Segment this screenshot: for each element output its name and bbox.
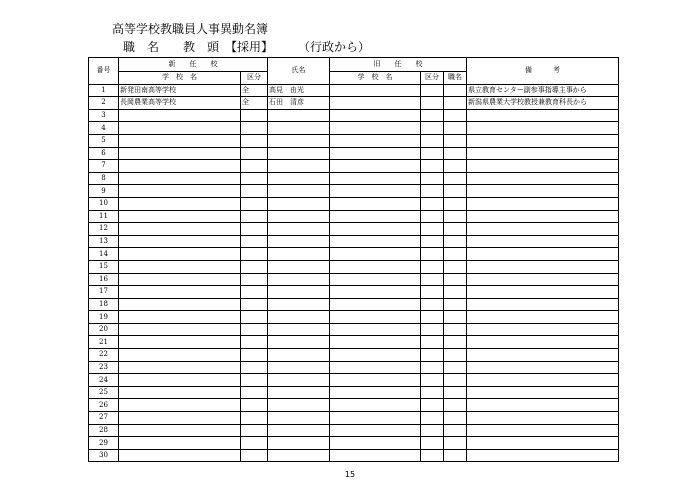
table-row bbox=[89, 273, 619, 286]
remarks-cell bbox=[467, 424, 619, 437]
row-number: 20 bbox=[89, 323, 119, 336]
division-cell bbox=[241, 122, 268, 135]
new-school-cell bbox=[119, 424, 241, 437]
row-number: 9 bbox=[89, 185, 119, 198]
table-row bbox=[89, 147, 619, 160]
header-number: 番号 bbox=[89, 58, 119, 85]
table-row bbox=[89, 424, 619, 437]
row-number: 19 bbox=[89, 311, 119, 324]
old-school-cell bbox=[330, 134, 421, 147]
old-school-cell bbox=[330, 84, 421, 97]
name-cell bbox=[268, 311, 330, 324]
row-number: 6 bbox=[89, 147, 119, 160]
row-number: 26 bbox=[89, 399, 119, 412]
old-division-cell bbox=[421, 336, 444, 349]
division-cell bbox=[241, 412, 268, 425]
row-number: 13 bbox=[89, 235, 119, 248]
new-school-cell bbox=[119, 134, 241, 147]
header-old-school: 旧 任 校 bbox=[330, 58, 467, 72]
new-school-cell bbox=[119, 399, 241, 412]
old-division-cell bbox=[421, 437, 444, 450]
header-name: 氏名 bbox=[268, 58, 330, 85]
division-cell bbox=[241, 260, 268, 273]
table-row bbox=[89, 386, 619, 399]
remarks-cell bbox=[467, 122, 619, 135]
remarks-cell: 新潟県農業大学校教授兼教育科長から bbox=[467, 97, 619, 110]
remarks-cell bbox=[467, 260, 619, 273]
row-number: 21 bbox=[89, 336, 119, 349]
new-school-cell bbox=[119, 311, 241, 324]
row-number: 10 bbox=[89, 197, 119, 210]
remarks-cell bbox=[467, 160, 619, 173]
old-school-cell bbox=[330, 197, 421, 210]
name-cell bbox=[268, 172, 330, 185]
division-cell bbox=[241, 349, 268, 362]
name-cell bbox=[268, 286, 330, 299]
table-row bbox=[89, 349, 619, 362]
division-cell bbox=[241, 109, 268, 122]
remarks-cell bbox=[467, 374, 619, 387]
division-cell bbox=[241, 273, 268, 286]
new-school-cell bbox=[119, 210, 241, 223]
row-number: 23 bbox=[89, 361, 119, 374]
remarks-cell bbox=[467, 349, 619, 362]
remarks-cell: 県立教育センター副参事指導主事から bbox=[467, 84, 619, 97]
remarks-cell bbox=[467, 248, 619, 261]
new-school-cell bbox=[119, 361, 241, 374]
old-school-cell bbox=[330, 122, 421, 135]
name-cell bbox=[268, 248, 330, 261]
name-cell bbox=[268, 336, 330, 349]
table-row bbox=[89, 160, 619, 173]
old-position-cell bbox=[444, 374, 467, 387]
division-cell bbox=[241, 449, 268, 462]
old-position-cell bbox=[444, 147, 467, 160]
division-cell bbox=[241, 399, 268, 412]
old-position-cell bbox=[444, 185, 467, 198]
table-row bbox=[89, 412, 619, 425]
new-school-cell bbox=[119, 374, 241, 387]
new-school-cell: 長岡農業高等学校 bbox=[119, 97, 241, 110]
appointment-origin: （行政から） bbox=[298, 40, 371, 54]
division-cell: 全 bbox=[241, 84, 268, 97]
old-school-cell bbox=[330, 437, 421, 450]
table-row bbox=[89, 235, 619, 248]
header-remarks: 備 考 bbox=[467, 58, 619, 85]
remarks-cell bbox=[467, 223, 619, 236]
table-row bbox=[89, 210, 619, 223]
header-old-position: 職名 bbox=[444, 72, 467, 85]
table-body bbox=[89, 58, 619, 462]
remarks-cell bbox=[467, 399, 619, 412]
new-school-cell bbox=[119, 412, 241, 425]
remarks-cell bbox=[467, 273, 619, 286]
new-school-cell bbox=[119, 449, 241, 462]
name-cell bbox=[268, 109, 330, 122]
division-cell bbox=[241, 286, 268, 299]
division-cell bbox=[241, 361, 268, 374]
row-number: 3 bbox=[89, 109, 119, 122]
name-cell bbox=[268, 160, 330, 173]
row-number: 16 bbox=[89, 273, 119, 286]
old-position-cell bbox=[444, 134, 467, 147]
new-school-cell bbox=[119, 298, 241, 311]
new-school-cell bbox=[119, 336, 241, 349]
remarks-cell bbox=[467, 109, 619, 122]
old-position-cell bbox=[444, 248, 467, 261]
division-cell bbox=[241, 235, 268, 248]
old-school-cell bbox=[330, 349, 421, 362]
name-cell bbox=[268, 412, 330, 425]
table-row bbox=[89, 298, 619, 311]
old-position-cell bbox=[444, 84, 467, 97]
new-school-cell bbox=[119, 349, 241, 362]
remarks-cell bbox=[467, 336, 619, 349]
row-number: 2 bbox=[89, 97, 119, 110]
row-number: 24 bbox=[89, 374, 119, 387]
old-division-cell bbox=[421, 122, 444, 135]
new-school-cell bbox=[119, 122, 241, 135]
row-number: 1 bbox=[89, 84, 119, 97]
table-row bbox=[89, 399, 619, 412]
name-cell: 高見 由光 bbox=[268, 84, 330, 97]
table-row bbox=[89, 248, 619, 261]
header-new-school: 新 任 校 bbox=[119, 58, 268, 72]
name-cell bbox=[268, 223, 330, 236]
table-row bbox=[89, 109, 619, 122]
old-division-cell bbox=[421, 298, 444, 311]
new-school-cell bbox=[119, 147, 241, 160]
old-school-cell bbox=[330, 449, 421, 462]
name-cell bbox=[268, 134, 330, 147]
row-number: 5 bbox=[89, 134, 119, 147]
old-position-cell bbox=[444, 298, 467, 311]
old-school-cell bbox=[330, 361, 421, 374]
old-school-cell bbox=[330, 172, 421, 185]
division-cell bbox=[241, 160, 268, 173]
name-cell bbox=[268, 185, 330, 198]
old-division-cell bbox=[421, 374, 444, 387]
division-cell bbox=[241, 386, 268, 399]
name-cell bbox=[268, 386, 330, 399]
table-row bbox=[89, 197, 619, 210]
name-cell bbox=[268, 374, 330, 387]
row-number: 22 bbox=[89, 349, 119, 362]
division-cell bbox=[241, 311, 268, 324]
table-row bbox=[89, 323, 619, 336]
table-row bbox=[89, 449, 619, 462]
old-school-cell bbox=[330, 223, 421, 236]
name-cell bbox=[268, 298, 330, 311]
remarks-cell bbox=[467, 235, 619, 248]
division-cell bbox=[241, 185, 268, 198]
division-cell: 全 bbox=[241, 97, 268, 110]
table-row bbox=[89, 361, 619, 374]
name-cell bbox=[268, 235, 330, 248]
row-number: 29 bbox=[89, 437, 119, 450]
row-number: 28 bbox=[89, 424, 119, 437]
remarks-cell bbox=[467, 172, 619, 185]
row-number: 17 bbox=[89, 286, 119, 299]
division-cell bbox=[241, 134, 268, 147]
row-number: 7 bbox=[89, 160, 119, 173]
name-cell bbox=[268, 197, 330, 210]
old-school-cell bbox=[330, 109, 421, 122]
old-division-cell bbox=[421, 172, 444, 185]
old-school-cell bbox=[330, 374, 421, 387]
old-position-cell bbox=[444, 323, 467, 336]
old-school-cell bbox=[330, 412, 421, 425]
old-division-cell bbox=[421, 210, 444, 223]
row-number: 27 bbox=[89, 412, 119, 425]
old-division-cell bbox=[421, 185, 444, 198]
remarks-cell bbox=[467, 286, 619, 299]
name-cell bbox=[268, 437, 330, 450]
name-cell bbox=[268, 424, 330, 437]
old-division-cell bbox=[421, 109, 444, 122]
division-cell bbox=[241, 298, 268, 311]
row-number: 8 bbox=[89, 172, 119, 185]
old-school-cell bbox=[330, 235, 421, 248]
old-position-cell bbox=[444, 286, 467, 299]
old-school-cell bbox=[330, 286, 421, 299]
old-school-cell bbox=[330, 298, 421, 311]
old-school-cell bbox=[330, 424, 421, 437]
row-number: 18 bbox=[89, 298, 119, 311]
header-old-school-name: 学 校 名 bbox=[330, 72, 421, 85]
remarks-cell bbox=[467, 323, 619, 336]
old-position-cell bbox=[444, 109, 467, 122]
old-position-cell bbox=[444, 412, 467, 425]
old-division-cell bbox=[421, 147, 444, 160]
old-division-cell bbox=[421, 399, 444, 412]
new-school-cell bbox=[119, 109, 241, 122]
remarks-cell bbox=[467, 134, 619, 147]
old-school-cell bbox=[330, 260, 421, 273]
old-division-cell bbox=[421, 449, 444, 462]
old-position-cell bbox=[444, 172, 467, 185]
row-number: 25 bbox=[89, 386, 119, 399]
document-title: 高等学校教職員人事異動名簿 bbox=[112, 22, 269, 36]
remarks-cell bbox=[467, 437, 619, 450]
old-position-cell bbox=[444, 449, 467, 462]
new-school-cell bbox=[119, 223, 241, 236]
header-old-division: 区分 bbox=[421, 72, 444, 85]
header-new-division: 区分 bbox=[241, 72, 268, 85]
old-division-cell bbox=[421, 235, 444, 248]
new-school-cell bbox=[119, 286, 241, 299]
new-school-cell bbox=[119, 172, 241, 185]
new-school-cell bbox=[119, 260, 241, 273]
name-cell bbox=[268, 399, 330, 412]
name-cell bbox=[268, 323, 330, 336]
division-cell bbox=[241, 210, 268, 223]
division-cell bbox=[241, 248, 268, 261]
old-division-cell bbox=[421, 323, 444, 336]
division-cell bbox=[241, 172, 268, 185]
table-row bbox=[89, 223, 619, 236]
old-division-cell bbox=[421, 160, 444, 173]
name-cell bbox=[268, 449, 330, 462]
old-division-cell bbox=[421, 412, 444, 425]
old-school-cell bbox=[330, 147, 421, 160]
remarks-cell bbox=[467, 412, 619, 425]
row-number: 30 bbox=[89, 449, 119, 462]
old-division-cell bbox=[421, 223, 444, 236]
table-row bbox=[89, 311, 619, 324]
remarks-cell bbox=[467, 197, 619, 210]
old-division-cell bbox=[421, 424, 444, 437]
old-position-cell bbox=[444, 197, 467, 210]
old-division-cell bbox=[421, 386, 444, 399]
name-cell bbox=[268, 349, 330, 362]
old-division-cell bbox=[421, 273, 444, 286]
old-school-cell bbox=[330, 386, 421, 399]
table-row bbox=[89, 185, 619, 198]
table-row bbox=[89, 260, 619, 273]
remarks-cell bbox=[467, 210, 619, 223]
name-cell bbox=[268, 147, 330, 160]
old-division-cell bbox=[421, 361, 444, 374]
old-position-cell bbox=[444, 273, 467, 286]
table-row bbox=[89, 374, 619, 387]
old-position-cell bbox=[444, 424, 467, 437]
name-cell bbox=[268, 273, 330, 286]
page-number: 15 bbox=[344, 470, 356, 479]
old-position-cell bbox=[444, 336, 467, 349]
remarks-cell bbox=[467, 449, 619, 462]
table-row bbox=[89, 134, 619, 147]
old-division-cell bbox=[421, 197, 444, 210]
old-position-cell bbox=[444, 97, 467, 110]
name-cell bbox=[268, 122, 330, 135]
old-school-cell bbox=[330, 185, 421, 198]
table-row bbox=[89, 172, 619, 185]
new-school-cell bbox=[119, 273, 241, 286]
old-school-cell bbox=[330, 160, 421, 173]
job-title-label: 職 名 教 頭 bbox=[123, 40, 220, 54]
personnel-register-table bbox=[88, 57, 619, 462]
remarks-cell bbox=[467, 386, 619, 399]
old-position-cell bbox=[444, 160, 467, 173]
new-school-cell bbox=[119, 437, 241, 450]
table-row bbox=[89, 336, 619, 349]
table-row bbox=[89, 286, 619, 299]
table-row bbox=[89, 84, 619, 97]
division-cell bbox=[241, 374, 268, 387]
division-cell bbox=[241, 197, 268, 210]
new-school-cell bbox=[119, 323, 241, 336]
old-position-cell bbox=[444, 361, 467, 374]
old-division-cell bbox=[421, 311, 444, 324]
old-position-cell bbox=[444, 122, 467, 135]
old-school-cell bbox=[330, 336, 421, 349]
division-cell bbox=[241, 424, 268, 437]
division-cell bbox=[241, 223, 268, 236]
old-school-cell bbox=[330, 97, 421, 110]
new-school-cell bbox=[119, 386, 241, 399]
old-position-cell bbox=[444, 235, 467, 248]
new-school-cell: 新発田南高等学校 bbox=[119, 84, 241, 97]
old-division-cell bbox=[421, 97, 444, 110]
division-cell bbox=[241, 336, 268, 349]
new-school-cell bbox=[119, 235, 241, 248]
row-number: 4 bbox=[89, 122, 119, 135]
header-new-school-name: 学 校 名 bbox=[119, 72, 241, 85]
old-division-cell bbox=[421, 260, 444, 273]
row-number: 11 bbox=[89, 210, 119, 223]
name-cell bbox=[268, 260, 330, 273]
new-school-cell bbox=[119, 160, 241, 173]
table-row bbox=[89, 97, 619, 110]
old-school-cell bbox=[330, 273, 421, 286]
old-school-cell bbox=[330, 210, 421, 223]
old-school-cell bbox=[330, 311, 421, 324]
appointment-type: 【採用】 bbox=[225, 40, 274, 54]
old-position-cell bbox=[444, 210, 467, 223]
table-row bbox=[89, 122, 619, 135]
old-school-cell bbox=[330, 399, 421, 412]
division-cell bbox=[241, 323, 268, 336]
old-school-cell bbox=[330, 248, 421, 261]
old-position-cell bbox=[444, 260, 467, 273]
row-number: 12 bbox=[89, 223, 119, 236]
division-cell bbox=[241, 437, 268, 450]
old-school-cell bbox=[330, 323, 421, 336]
old-position-cell bbox=[444, 311, 467, 324]
old-division-cell bbox=[421, 134, 444, 147]
name-cell bbox=[268, 210, 330, 223]
remarks-cell bbox=[467, 185, 619, 198]
old-division-cell bbox=[421, 349, 444, 362]
remarks-cell bbox=[467, 361, 619, 374]
remarks-cell bbox=[467, 298, 619, 311]
remarks-cell bbox=[467, 311, 619, 324]
old-position-cell bbox=[444, 386, 467, 399]
name-cell: 石田 清彦 bbox=[268, 97, 330, 110]
new-school-cell bbox=[119, 185, 241, 198]
row-number: 14 bbox=[89, 248, 119, 261]
old-position-cell bbox=[444, 437, 467, 450]
old-position-cell bbox=[444, 349, 467, 362]
row-number: 15 bbox=[89, 260, 119, 273]
new-school-cell bbox=[119, 197, 241, 210]
table-row bbox=[89, 437, 619, 450]
new-school-cell bbox=[119, 248, 241, 261]
old-position-cell bbox=[444, 223, 467, 236]
old-division-cell bbox=[421, 286, 444, 299]
old-division-cell bbox=[421, 84, 444, 97]
old-division-cell bbox=[421, 248, 444, 261]
name-cell bbox=[268, 361, 330, 374]
division-cell bbox=[241, 147, 268, 160]
old-position-cell bbox=[444, 399, 467, 412]
remarks-cell bbox=[467, 147, 619, 160]
